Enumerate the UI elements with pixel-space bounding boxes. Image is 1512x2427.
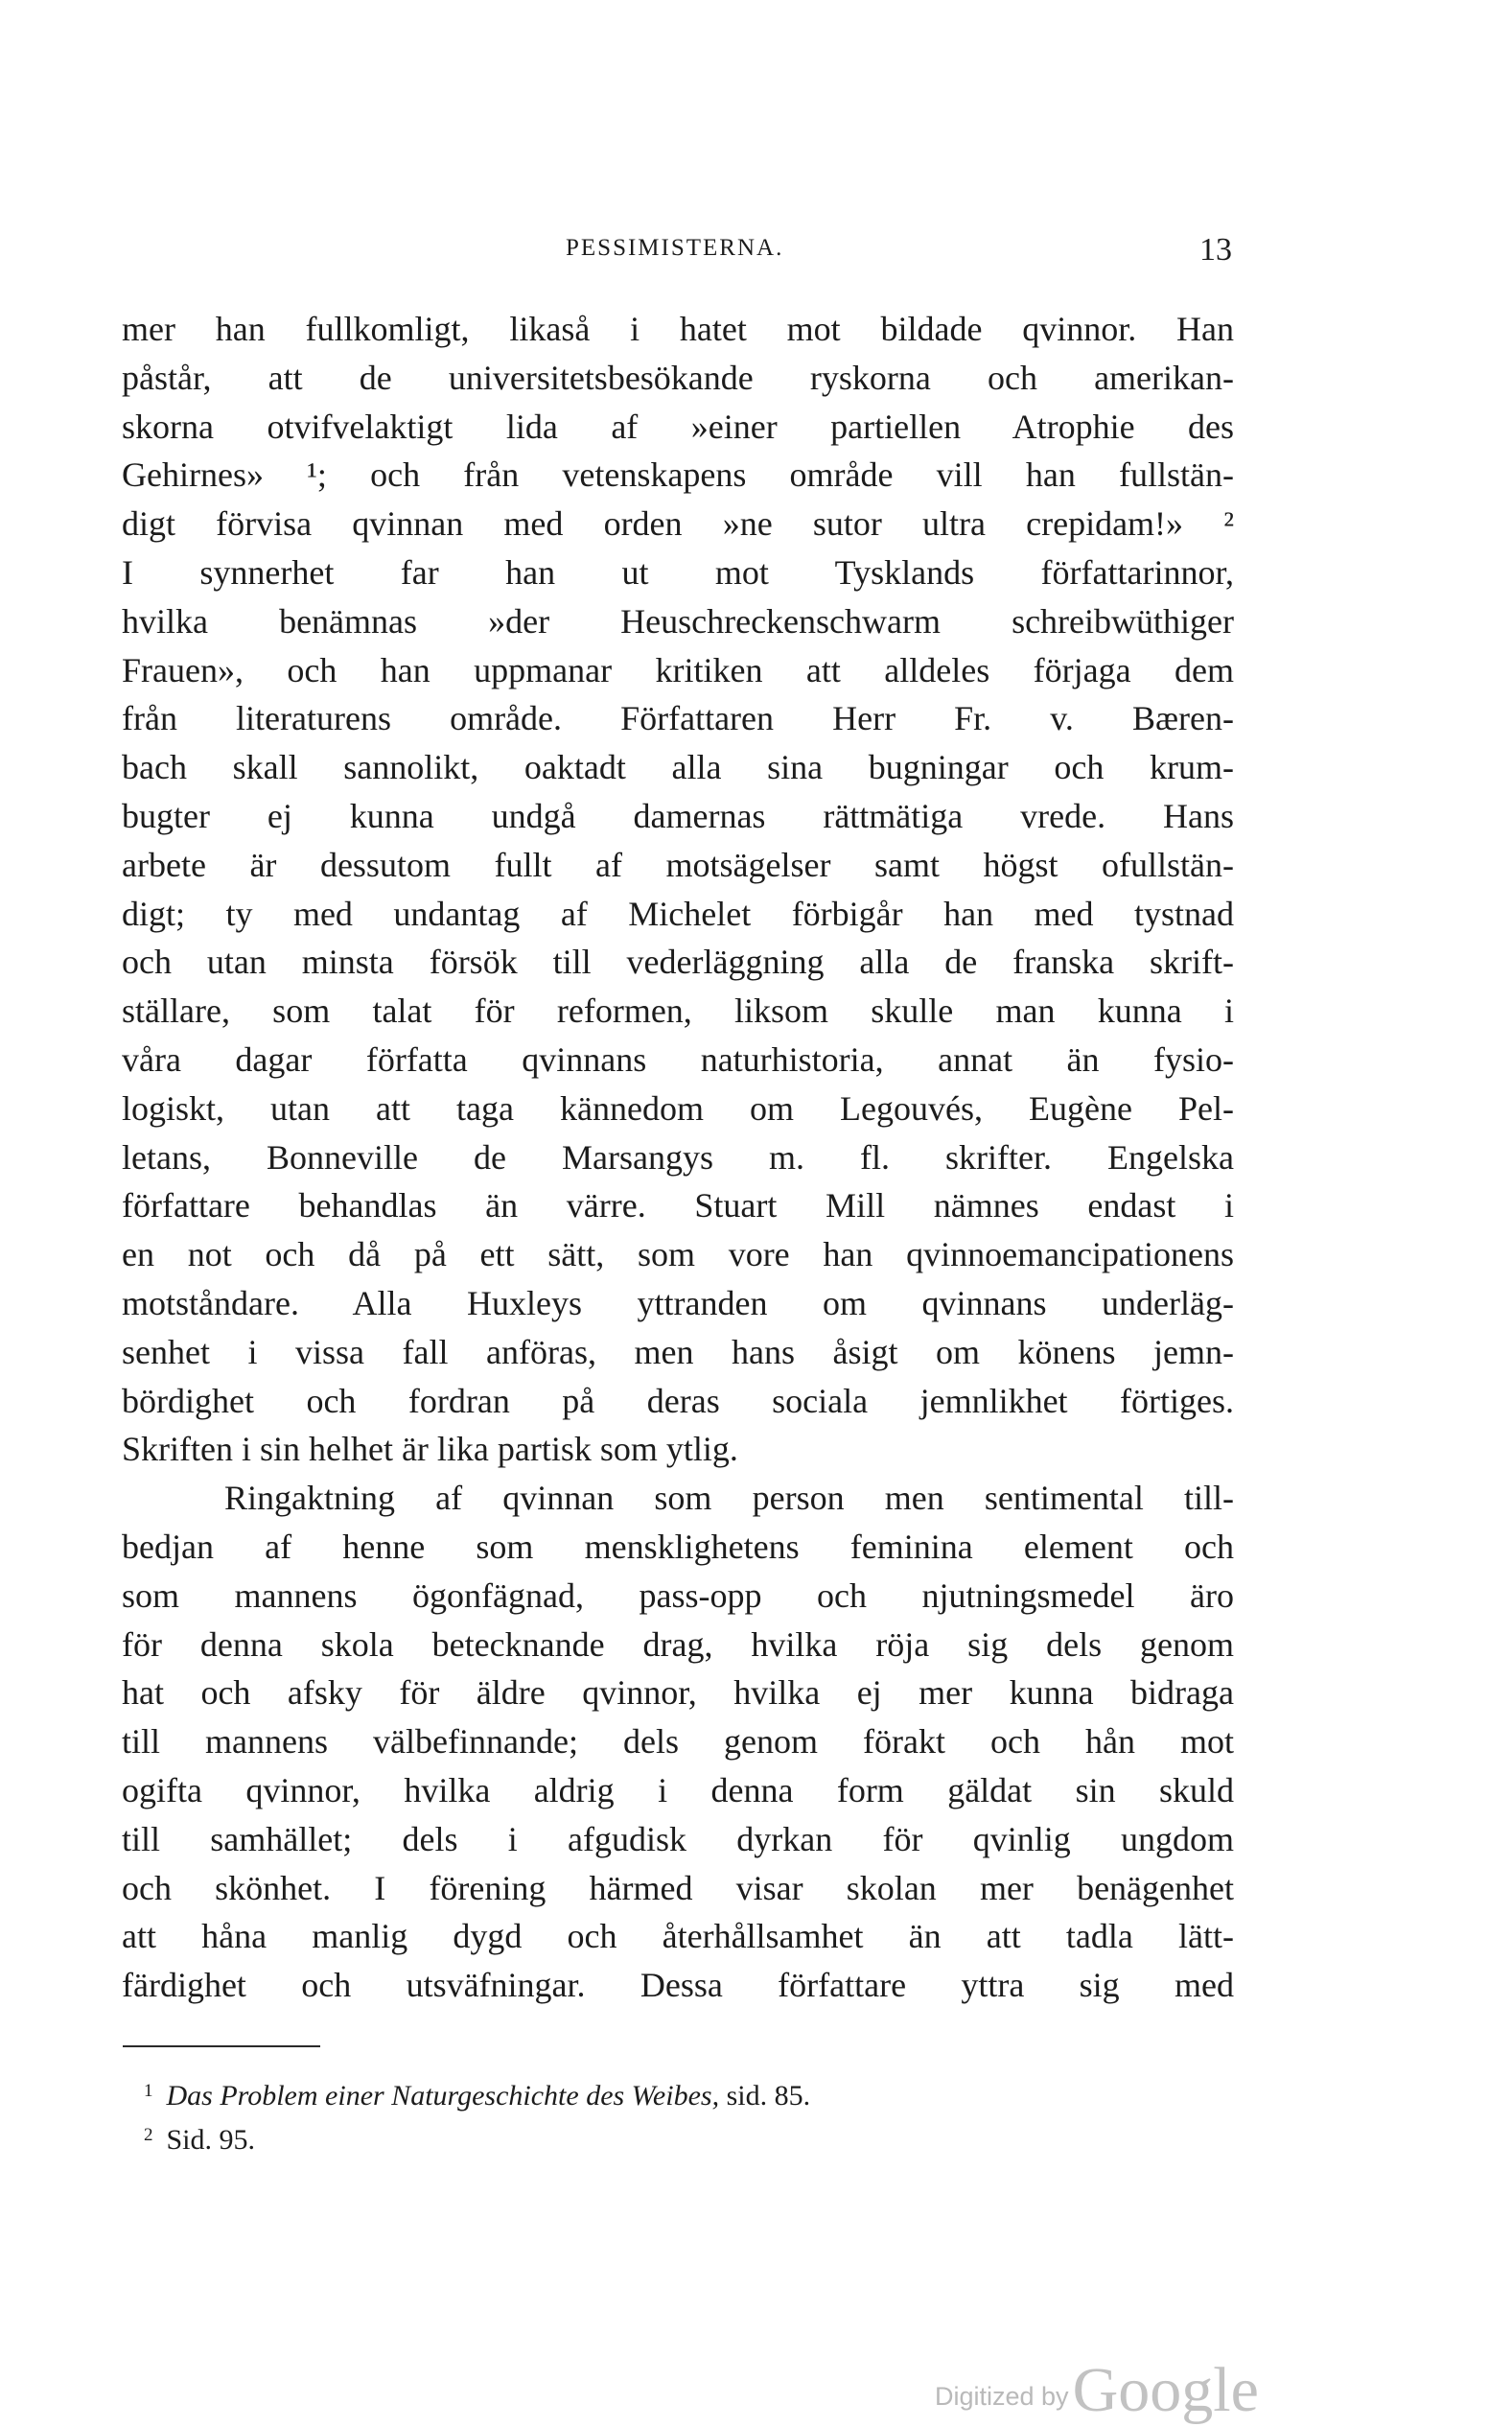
text-line: senhet i vissa fall anföras, men hans åsigt om könens jemn- bbox=[122, 1332, 1234, 1371]
text-line: att håna manlig dygd och återhållsamhet än att tadla lätt- bbox=[122, 1917, 1234, 1956]
footnote-text: Sid. 95. bbox=[166, 2124, 256, 2156]
text-line: en not och då på ett sätt, som vore han qvinnoemancipationens bbox=[122, 1235, 1234, 1274]
text-line: mer han fullkomligt, likaså i hatet mot bildade qvinnor. Han bbox=[122, 310, 1234, 348]
footnote-marker: 2 bbox=[144, 2125, 153, 2145]
text-line: bedjan af henne som mensklighetens feminina element och bbox=[122, 1527, 1234, 1566]
text-line: skorna otvifvelaktigt lida af »einer partiellen Atrophie des bbox=[122, 407, 1234, 446]
text-line: och utan minsta försök till vederläggning alla de franska skrift- bbox=[122, 943, 1234, 982]
footnote-divider bbox=[123, 2045, 320, 2047]
watermark-prefix: Digitized by bbox=[935, 2382, 1069, 2411]
footnote-marker: 1 bbox=[144, 2081, 153, 2101]
text-line: bach skall sannolikt, oaktadt alla sina bugningar och krum- bbox=[122, 748, 1234, 787]
text-line: för denna skola betecknande drag, hvilka röja sig dels genom bbox=[122, 1624, 1234, 1664]
digitized-by-watermark bbox=[935, 2354, 1259, 2427]
text-line: arbete är dessutom fullt af motsägelser samt högst ofullstän- bbox=[122, 845, 1234, 884]
text-line: färdighet och utsväfningar. Dessa författare yttra sig med bbox=[122, 1966, 1234, 2005]
text-line: ogifta qvinnor, hvilka aldrig i denna form gäldat sin skuld bbox=[122, 1770, 1234, 1809]
text-line: författare behandlas än värre. Stuart Mill nämnes endast i bbox=[122, 1186, 1234, 1225]
text-line: Gehirnes» ¹; och från vetenskapens område vill han fullstän- bbox=[122, 455, 1234, 495]
footnotes bbox=[123, 2069, 1235, 2158]
text-line: påstår, att de universitetsbesökande ryskorna och amerikan- bbox=[122, 358, 1234, 397]
text-line: motståndare. Alla Huxleys yttranden om qvinnans underläg- bbox=[122, 1283, 1234, 1322]
text-line: Ringaktning af qvinnan som person men sentimental till- bbox=[224, 1479, 1234, 1518]
text-line: till mannens välbefinnande; dels genom förakt och hån mot bbox=[122, 1722, 1234, 1762]
text-line: bugter ej kunna undgå damernas rättmätiga vrede. Hans bbox=[122, 796, 1234, 835]
footnote-title: Das Problem einer Naturgeschichte des Weibes, bbox=[166, 2080, 720, 2112]
text-line: och skönhet. I förening härmed visar skolan mer benägenhet bbox=[122, 1868, 1234, 1907]
page-number: 13 bbox=[1199, 232, 1232, 268]
footnote-2 bbox=[123, 2113, 1235, 2158]
text-line: logiskt, utan att taga kännedom om Legouvés, Eugène Pel- bbox=[122, 1088, 1234, 1128]
text-line: hat och afsky för äldre qvinnor, hvilka ej mer kunna bidraga bbox=[122, 1673, 1234, 1713]
text-line: Skriften i sin helhet är lika partisk som ytlig. bbox=[122, 1430, 738, 1469]
text-line: ställare, som talat för reformen, liksom skulle man kunna i bbox=[122, 992, 1234, 1031]
footnote-1 bbox=[123, 2069, 1235, 2113]
text-line: digt förvisa qvinnan med orden »ne sutor ultra crepidam!» ² bbox=[122, 504, 1234, 544]
footnote-text: sid. 85. bbox=[719, 2080, 811, 2112]
text-line: letans, Bonneville de Marsangys m. fl. skrifter. Engelska bbox=[122, 1137, 1234, 1177]
text-line: bördighet och fordran på deras sociala jemnlikhet förtiges. bbox=[122, 1381, 1234, 1420]
google-logo: Google bbox=[1072, 2355, 1259, 2425]
text-line: Frauen», och han uppmanar kritiken att alldeles förjaga dem bbox=[122, 650, 1234, 689]
body-text bbox=[122, 305, 1234, 2010]
text-line: som mannens ögonfägnad, pass-opp och njutningsmedel äro bbox=[122, 1575, 1234, 1615]
text-line: till samhället; dels i afgudisk dyrkan för qvinlig ungdom bbox=[122, 1819, 1234, 1858]
running-title: PESSIMISTERNA. bbox=[566, 235, 784, 261]
text-line: digt; ty med undantag af Michelet förbigår han med tystnad bbox=[122, 894, 1234, 933]
text-line: våra dagar författa qvinnans naturhistoria, annat än fysio- bbox=[122, 1039, 1234, 1079]
text-line: från literaturens område. Författaren Herr Fr. v. Bæren- bbox=[122, 699, 1234, 738]
text-line: hvilka benämnas »der Heuschreckenschwarm schreibwüthiger bbox=[122, 601, 1234, 641]
text-line: I synnerhet far han ut mot Tysklands författarinnor, bbox=[122, 552, 1234, 592]
